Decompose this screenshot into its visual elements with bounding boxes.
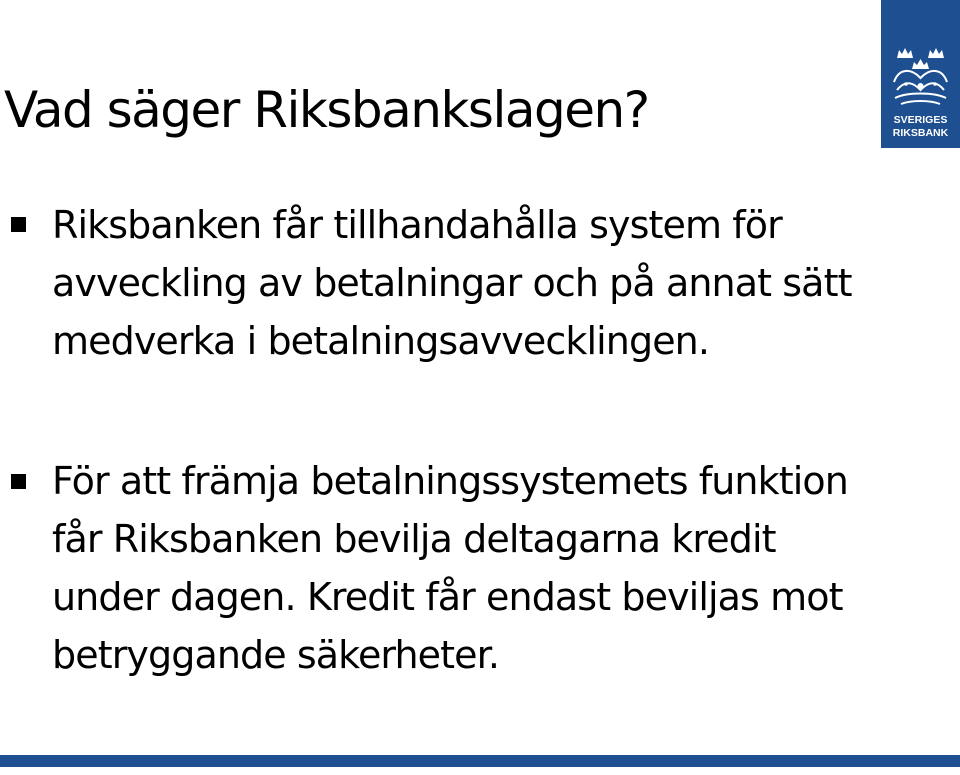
riksbank-logo <box>881 0 960 148</box>
logo-line-2: RIKSBANK <box>892 127 949 139</box>
bullet-line: avveckling av betalningar och på annat sätt <box>52 261 852 305</box>
footer-bar <box>0 755 960 767</box>
logo-line-1: SVERIGES <box>893 114 948 126</box>
bullet-line: medverka i betalningsavvecklingen. <box>52 319 710 363</box>
bullet-line: får Riksbanken bevilja deltagarna kredit <box>52 517 776 561</box>
bullet-text <box>52 196 952 370</box>
bullet-line: För att främja betalningssystemets funktion <box>52 459 848 503</box>
bullet-line: Riksbanken får tillhandahålla system för <box>52 203 782 247</box>
bullet-line: under dagen. Kredit får endast beviljas mot <box>52 575 843 619</box>
riksbank-crest-icon <box>881 0 960 148</box>
bullet-text <box>52 452 952 684</box>
slide-title: Vad säger Riksbankslagen? <box>4 81 649 139</box>
bullet-line: betryggande säkerheter. <box>52 633 500 677</box>
square-bullet-icon <box>11 217 26 232</box>
square-bullet-icon <box>11 474 26 489</box>
